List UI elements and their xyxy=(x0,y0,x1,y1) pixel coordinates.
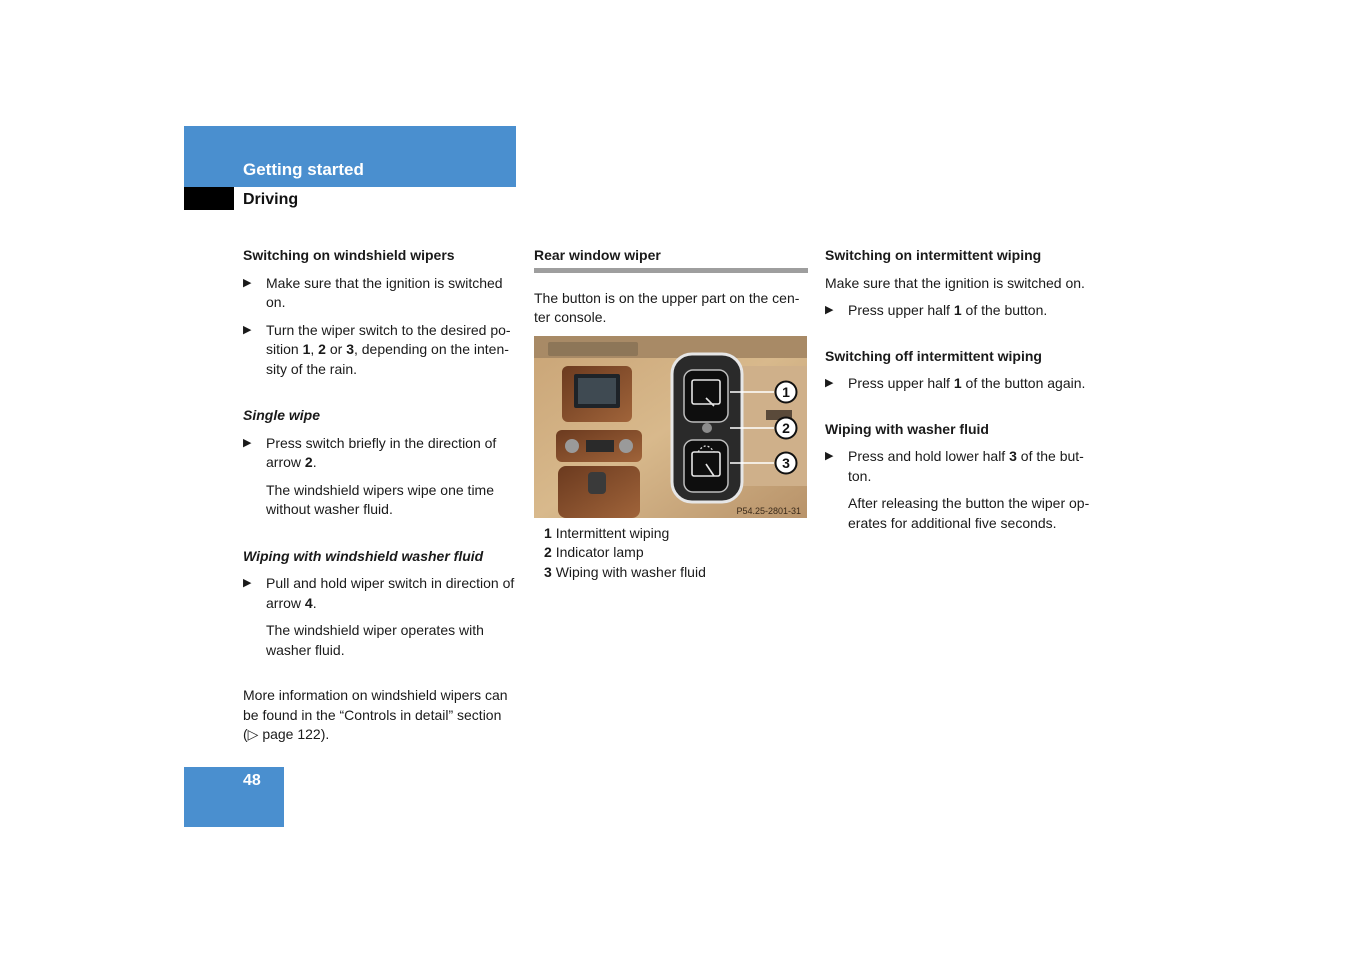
bullet-text: , depending on the inten-sity of the rain. xyxy=(266,341,509,377)
bullet-press-switch xyxy=(243,434,519,473)
bullet-turn-switch xyxy=(243,321,519,380)
legend-item xyxy=(544,524,808,544)
bullet-arrow-icon: ▶ xyxy=(243,436,252,449)
ref-number: 2 xyxy=(304,454,313,470)
bullet-text: of the button again. xyxy=(961,375,1086,391)
bullet-arrow-icon: ▶ xyxy=(243,577,252,589)
note-single-wipe: The windshield wipers wipe one time without washer fluid. xyxy=(266,481,494,517)
ref-number: 1 xyxy=(953,375,962,391)
bullet-arrow-icon: ▶ xyxy=(825,304,834,316)
callout-label: 3 xyxy=(782,454,790,471)
ref-number: 3 xyxy=(346,341,354,357)
ignition-note: Make sure that the ignition is switched on. xyxy=(825,274,1085,291)
bullet-text: Turn the wiper switch to the desired po-sition xyxy=(266,321,511,357)
bullet-text: Press upper half xyxy=(848,302,954,318)
section-title: Getting started xyxy=(243,160,364,179)
figure-code: P54.25-2801-31 xyxy=(736,505,801,516)
bullet-press-upper xyxy=(825,301,1101,321)
bullet-arrow-icon: ▶ xyxy=(243,276,252,289)
intro-text: The button is on the upper part on the cen-ter console. xyxy=(534,289,800,325)
console-photo xyxy=(534,336,807,518)
page-number: 48 xyxy=(243,772,261,789)
bullet-ignition xyxy=(243,274,519,313)
callout-2 xyxy=(776,417,797,438)
callout-label: 1 xyxy=(782,383,790,400)
legend-item xyxy=(544,563,808,583)
heading-switching-on-wipers: Switching on windshield wipers xyxy=(243,247,455,263)
bullet-text: Make sure that the ignition is switched on. xyxy=(266,274,503,310)
more-info: More information on windshield wipers can be found in the “Controls in detail” section (▷ page 122). xyxy=(243,687,508,742)
legend-text: Indicator lamp xyxy=(555,544,644,560)
legend-number: 2 xyxy=(544,544,552,560)
bullet-text: of the but-ton. xyxy=(848,448,1084,484)
heading-rear-wiper: Rear window wiper xyxy=(534,247,661,263)
ref-number: 4 xyxy=(304,594,313,611)
bullet-text: Pull and hold wiper switch in direction of arrow xyxy=(266,575,515,611)
bullet-pull-switch xyxy=(243,574,519,613)
heading-intermittent-off: Switching off intermittent wiping xyxy=(825,347,1042,364)
note-additional-wipe: After releasing the button the wiper op-erates for additional five seconds. xyxy=(848,495,1090,531)
bullet-text: . xyxy=(312,594,317,611)
bullet-press-lower xyxy=(825,447,1101,486)
bullet-text: Press switch briefly in the direction of arrow xyxy=(266,434,497,470)
heading-rule xyxy=(534,268,808,273)
bullet-text: of the button. xyxy=(961,302,1048,318)
ref-number: 2 xyxy=(318,341,326,357)
column-middle xyxy=(534,246,808,582)
bullet-text: Press upper half xyxy=(848,375,954,391)
callout-1 xyxy=(776,381,797,402)
bullet-arrow-icon: ▶ xyxy=(243,323,252,336)
column-left xyxy=(243,246,519,753)
heading-single-wipe: Single wipe xyxy=(243,407,321,423)
console-illustration xyxy=(534,336,807,518)
page-number-tab xyxy=(184,767,284,827)
callout-3 xyxy=(776,452,797,473)
header-marker xyxy=(184,187,234,210)
legend-text: Wiping with washer fluid xyxy=(555,563,706,580)
note-washer: The windshield wiper operates with washer fluid. xyxy=(266,622,484,658)
legend-number: 1 xyxy=(544,524,552,541)
column-right xyxy=(825,246,1101,541)
figure-legend xyxy=(534,524,808,583)
bullet-arrow-icon: ▶ xyxy=(825,450,834,462)
bullet-text: . xyxy=(312,454,317,470)
legend-text: Intermittent wiping xyxy=(555,524,670,541)
callout-label: 2 xyxy=(782,419,790,436)
bullet-press-upper-again xyxy=(825,374,1101,394)
bullet-text: or xyxy=(325,341,347,357)
bullet-text: Press and hold lower half xyxy=(848,448,1010,464)
ref-number: 3 xyxy=(1009,448,1017,464)
legend-number: 3 xyxy=(544,563,552,580)
ref-number: 1 xyxy=(302,341,311,357)
heading-washer-fluid: Wiping with windshield washer fluid xyxy=(243,547,484,564)
subsection-title: Driving xyxy=(243,191,299,208)
ref-number: 1 xyxy=(953,302,962,318)
bullet-arrow-icon: ▶ xyxy=(825,377,834,389)
bullet-text: , xyxy=(310,341,319,357)
legend-item xyxy=(544,543,808,563)
heading-intermittent-on: Switching on intermittent wiping xyxy=(825,247,1042,263)
heading-washer-fluid-rear: Wiping with washer fluid xyxy=(825,420,989,437)
